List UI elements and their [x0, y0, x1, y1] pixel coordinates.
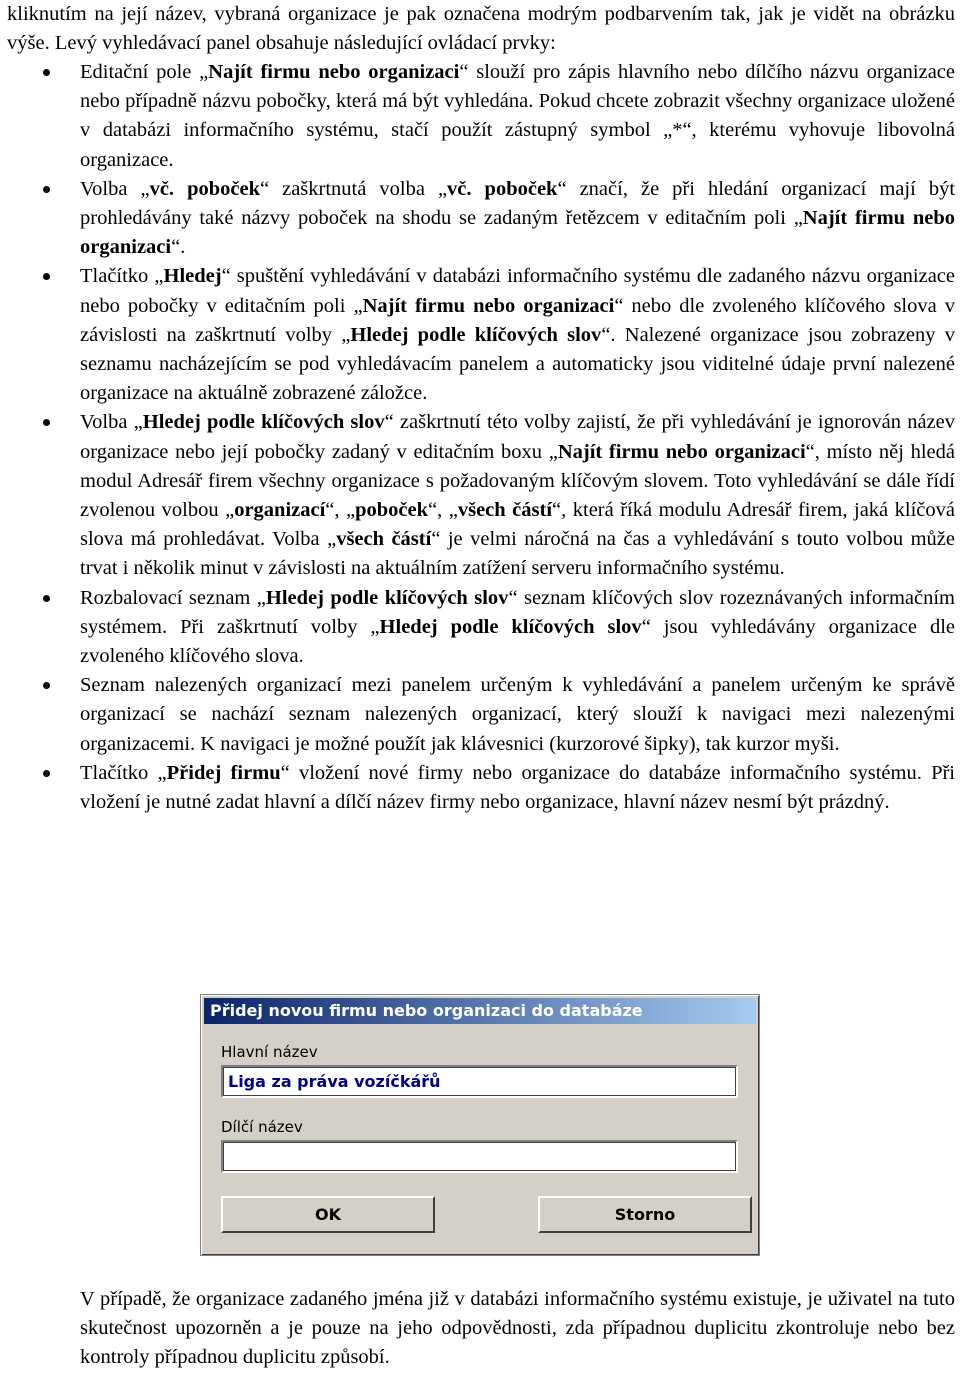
- text: Tlačítko „: [80, 761, 167, 784]
- text: “ slouží pro zápis hlavního nebo dílčího názvu organizace nebo případně názvu pobočky, která má být vyhledána. Pokud chcete zobrazit všechny organizace uložené v databázi informačního systému, stačí použít zástupný symbol „*“, kterému vyhovuje libovolná organizace.: [80, 61, 955, 171]
- bold-text: vč. poboček: [447, 177, 558, 200]
- text: Volba „: [80, 411, 143, 434]
- text: “ značí, že při hledání organizací mají být prohledávány také názvy poboček na shodu se zadaným řetězcem v editačním poli „: [80, 177, 956, 230]
- intro-paragraph: kliknutím na její název, vybraná organizace je pak označena modrým podbarvením tak, jak je vidět na obrázku výše. Levý vyhledávací panel obsahuje následující ovládací prvky:: [7, 3, 955, 55]
- bold-text: Hledej podle klíčových slov: [142, 411, 385, 434]
- list-item-keyword-dropdown: [0, 584, 960, 672]
- add-organization-dialog: [200, 994, 760, 1256]
- text: “ vložení nové firmy nebo organizace do databáze informačního systému. Při vložení je nutné zadat hlavní a dílčí název firmy nebo organizace, hlavní název nesmí být prázdný.: [80, 761, 955, 814]
- text: “, „: [428, 499, 458, 522]
- cancel-button[interactable]: Storno: [538, 1196, 752, 1233]
- sub-name-label: Dílčí název: [221, 1118, 303, 1136]
- main-name-field[interactable]: Liga za práva vozíčkářů: [221, 1065, 738, 1098]
- controls-list: [0, 58, 960, 817]
- text: Volba „: [80, 177, 150, 200]
- bold-text: Najít firmu nebo organizaci: [208, 61, 460, 83]
- bullet-icon: [43, 595, 50, 602]
- list-item-add-button: [0, 759, 960, 817]
- bullet-icon: [43, 69, 50, 76]
- bold-text: Najít firmu nebo organizaci: [80, 207, 955, 259]
- text: “ zaškrtnutí této volby zajistí, že při vyhledávání je ignorován název organizace nebo její pobočky zadaný v editačním boxu „: [80, 411, 956, 463]
- main-name-label: Hlavní název: [221, 1043, 318, 1061]
- list-item-search-field: [0, 58, 960, 175]
- bullet-icon: [43, 770, 50, 777]
- text: “.: [171, 236, 186, 259]
- bold-text: Najít firmu nebo organizaci: [362, 294, 615, 317]
- bullet-icon: [43, 186, 50, 193]
- bullet-icon: [43, 273, 50, 280]
- sub-name-field[interactable]: [221, 1140, 738, 1173]
- list-item-results-list: [0, 671, 960, 759]
- bold-text: vč. poboček: [149, 177, 260, 200]
- text: “, která říká modulu Adresář firem, jaká klíčová slova má prohledávat. Volba „: [80, 499, 955, 551]
- bold-text: Hledej podle klíčových slov: [265, 586, 509, 609]
- text: “, „: [325, 499, 356, 522]
- bold-text: organizací: [234, 499, 326, 522]
- bold-text: Přidej firmu: [166, 761, 281, 784]
- bold-text: Hledej podle klíčových slov: [379, 615, 642, 638]
- list-item-branches-option: [0, 175, 960, 263]
- text: “ spuštění vyhledávání v databázi informačního systému dle zadaného názvu organizace nebo pobočky v editačním poli „: [80, 265, 956, 317]
- bold-text: všech částí: [336, 528, 432, 551]
- bold-text: Najít firmu nebo organizaci: [557, 440, 806, 463]
- text: “ zaškrtnutá volba „: [259, 177, 448, 200]
- bullet-icon: [43, 419, 50, 426]
- list-item-search-button: [0, 262, 960, 408]
- closing-paragraph: V případě, že organizace zadaného jména již v databázi informačního systému existuje, je uživatel na tuto skutečnost upozorněn a je pouze na jeho odpovědnosti, zda případnou duplicitu zkontroluje nebo bez kontroly případnou duplicitu způsobí.: [80, 1288, 955, 1369]
- bold-text: poboček: [355, 499, 429, 522]
- text: Tlačítko „: [80, 265, 164, 288]
- text: Seznam nalezených organizací mezi panelem určeným k vyhledávání a panelem určeným ke správě organizací se nachází seznam nalezených organizací, který slouží k navigaci mezi nalezenými organizacemi. K navigaci je možné použít jak klávesnici (kurzorové šipky), tak kurzor myši.: [80, 674, 955, 755]
- ok-button[interactable]: OK: [221, 1196, 435, 1233]
- list-item-keyword-option: [0, 408, 960, 583]
- dialog-title: Přidej novou firmu nebo organizaci do databáze: [204, 998, 756, 1024]
- text: “ je velmi náročná na čas a vyhledávání s touto volbou může trvat i několik minut v závislosti na aktuálním zatížení serveru informačního systému.: [80, 528, 955, 580]
- bold-text: Hledej podle klíčových slov: [350, 323, 602, 346]
- text: Rozbalovací seznam „: [80, 586, 266, 609]
- bullet-icon: [43, 682, 50, 689]
- text: “, místo něj hledá modul Adresář firem všechny organizace s požadovaným klíčovým slovem. Toto vyhledávání se dále řídí zvolenou volbou „: [80, 440, 955, 522]
- text: “ seznam klíčových slov rozeznávaných informačním systémem. Při zaškrtnutí volby „: [80, 586, 955, 638]
- bold-text: Hledej: [163, 265, 222, 288]
- text: “. Nalezené organizace jsou zobrazeny v seznamu nacházejícím se pod vyhledávacím panelem a automaticky jsou viditelné údaje první nalezené organizace na aktuálně zobrazené záložce.: [80, 323, 956, 405]
- text: Editační pole „: [80, 61, 209, 83]
- bold-text: všech částí: [457, 499, 553, 522]
- text: “ jsou vyhledávány organizace dle zvoleného klíčového slova.: [80, 615, 956, 668]
- text: “ nebo dle zvoleného klíčového slova v závislosti na zaškrtnutí volby „: [80, 294, 955, 346]
